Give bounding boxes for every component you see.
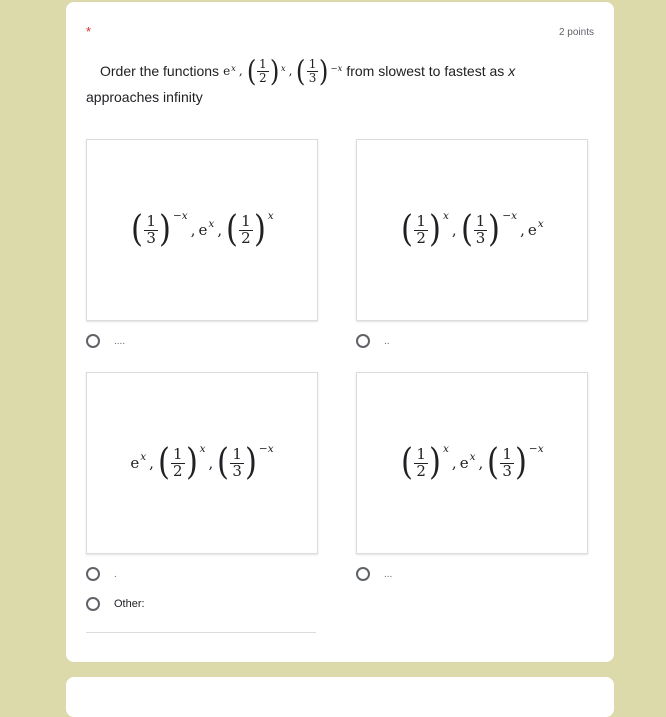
question-text bbox=[86, 54, 606, 110]
question-suffix: from slowest to fastest as bbox=[346, 63, 505, 80]
e-to-x: e x bbox=[459, 451, 476, 472]
half-to-x: ( $\frac{1}{2}$ ) x bbox=[246, 54, 286, 88]
option-1-label: .... bbox=[114, 335, 126, 347]
other-option-row[interactable] bbox=[86, 597, 145, 611]
half-to-x: ( $\frac{1}{2}$ ) x bbox=[401, 209, 449, 250]
third-to-neg-x: ( $\frac{1}{3}$ ) −x bbox=[296, 54, 343, 88]
half-to-x: ( $\frac{1}{2}$ ) x bbox=[157, 442, 206, 483]
option-3-radio[interactable] bbox=[86, 567, 100, 581]
required-asterisk: * bbox=[86, 24, 92, 39]
e-to-x: e x bbox=[223, 63, 236, 79]
option-1-radio[interactable] bbox=[86, 334, 100, 348]
half-to-x: ( $\frac{1}{2}$ ) x bbox=[226, 209, 274, 250]
third-to-neg-x: ( $\frac{1}{3}$ ) −x bbox=[460, 209, 518, 250]
option-2-radio[interactable] bbox=[356, 334, 370, 348]
question-prefix: Order the functions bbox=[100, 63, 220, 80]
points-label: 2 points bbox=[558, 27, 594, 38]
other-text-input[interactable] bbox=[86, 632, 316, 633]
other-radio[interactable] bbox=[86, 597, 100, 611]
other-label: Other: bbox=[114, 598, 145, 610]
option-3-label: . bbox=[114, 568, 117, 580]
option-4-radio[interactable] bbox=[356, 567, 370, 581]
e-to-x: e x bbox=[198, 218, 215, 239]
third-to-neg-x: ( $\frac{1}{3}$ ) −x bbox=[217, 442, 274, 483]
third-to-neg-x: ( $\frac{1}{3}$ ) −x bbox=[131, 209, 188, 250]
option-3-row[interactable] bbox=[86, 567, 117, 581]
e-to-x: e x bbox=[130, 451, 147, 472]
next-question-card bbox=[66, 677, 614, 717]
option-2-row[interactable] bbox=[356, 334, 390, 348]
option-3-image: e x , ( $\frac{1}{2}$ ) x , ( $\frac{1}{3}$ ) −x bbox=[86, 372, 318, 554]
e-to-x: e x bbox=[527, 218, 544, 239]
third-to-neg-x: ( $\frac{1}{3}$ ) −x bbox=[487, 442, 544, 483]
question-variable: x bbox=[508, 63, 516, 80]
option-1-row[interactable] bbox=[86, 334, 125, 348]
option-2-image: ( $\frac{1}{2}$ ) x , ( $\frac{1}{3}$ ) −x , e x bbox=[356, 139, 588, 321]
question-line2: approaches infinity bbox=[86, 88, 203, 105]
question-functions-math: e x , ( $\frac{1}{2}$ ) x , ( $\frac{1}{3}$ ) −x bbox=[223, 54, 343, 88]
half-to-x: ( $\frac{1}{2}$ ) x bbox=[401, 442, 449, 483]
option-1-image: ( $\frac{1}{3}$ ) −x , e x , ( $\frac{1}{2}$ ) x bbox=[86, 139, 318, 321]
option-4-image: ( $\frac{1}{2}$ ) x , e x , ( $\frac{1}{3}$ ) −x bbox=[356, 372, 588, 554]
option-4-label: ... bbox=[384, 568, 393, 580]
option-4-row[interactable] bbox=[356, 567, 392, 581]
option-2-label: .. bbox=[384, 335, 390, 347]
question-card bbox=[66, 2, 614, 662]
